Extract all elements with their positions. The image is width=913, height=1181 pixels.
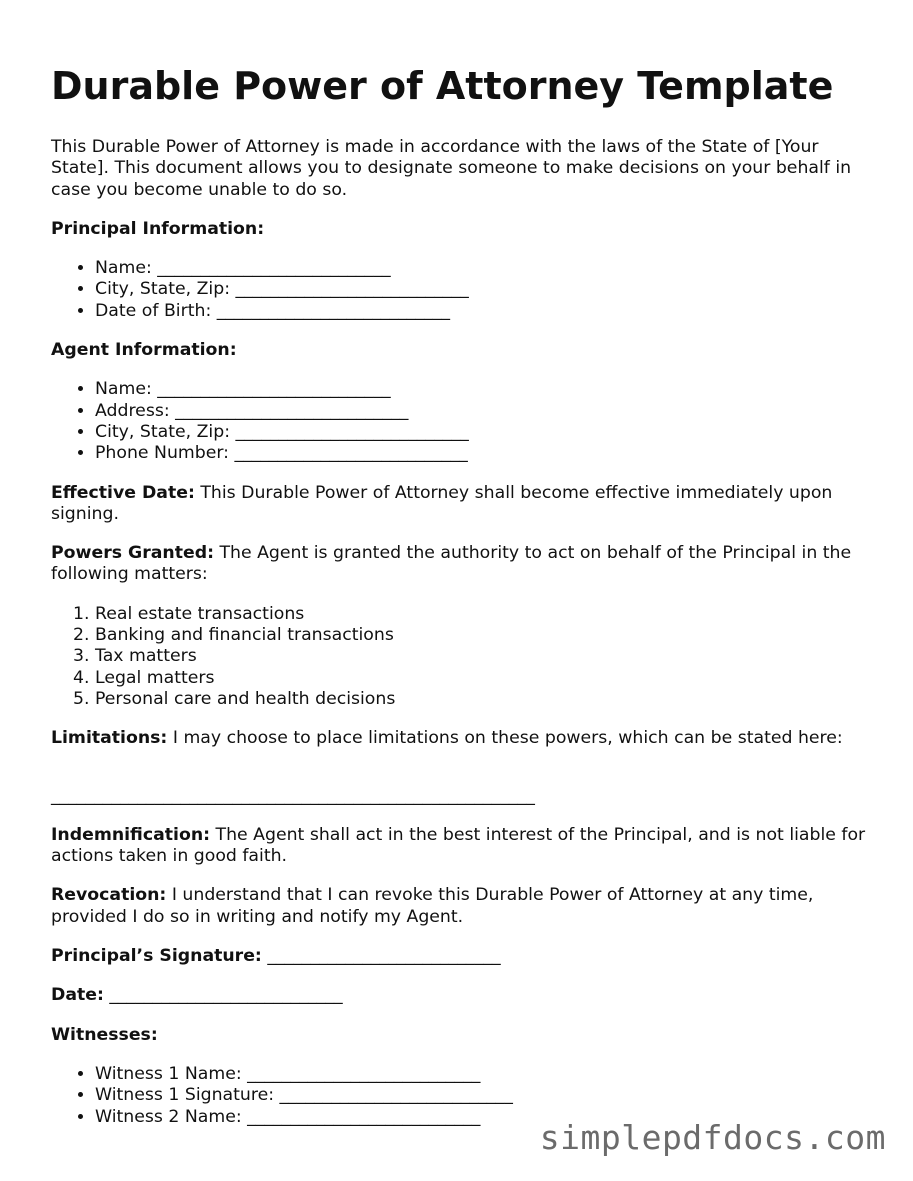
powers-granted-text: The Agent is granted the authority to act on behalf of the Principal in the following matters: (51, 543, 852, 585)
witnesses-heading: Witnesses: (51, 1024, 158, 1045)
power-item-banking: 2. Banking and financial transactions (95, 625, 871, 646)
date-line[interactable]: ___________________________ (103, 985, 343, 1006)
power-item-real-estate: 1. Real estate transactions (95, 604, 871, 625)
witness-2-name-field[interactable]: • Witness 2 Name: ___________________________ (95, 1107, 871, 1128)
limitations-label: Limitations: (51, 728, 168, 749)
indemnification-section (51, 825, 871, 868)
watermark: simplepdfdocs.com (539, 1118, 886, 1157)
agent-phone-number-field[interactable]: • Phone Number: ___________________________ (95, 443, 871, 464)
powers-granted-section (51, 543, 871, 586)
witness-1-signature-field[interactable]: • Witness 1 Signature: ___________________________ (95, 1085, 871, 1106)
agent-heading: Agent Information: (51, 340, 237, 361)
principal-city-state-zip-field[interactable]: • City, State, Zip: ___________________________ (95, 279, 871, 300)
power-item-legal: 4. Legal matters (95, 668, 871, 689)
effective-date-text: This Durable Power of Attorney shall become effective immediately upon signing. (51, 482, 833, 524)
agent-city-state-zip-field[interactable]: • City, State, Zip: ___________________________ (95, 422, 871, 443)
powers-granted-label: Powers Granted: (51, 543, 214, 564)
principal-signature-section (51, 946, 871, 967)
principal-signature-line[interactable]: ___________________________ (261, 946, 501, 967)
agent-address-field[interactable]: • Address: ___________________________ (95, 401, 871, 422)
date-section (51, 985, 871, 1006)
power-item-tax: 3. Tax matters (95, 646, 871, 667)
principal-signature-label: Principal’s Signature: (51, 946, 262, 967)
date-label: Date: (51, 985, 104, 1006)
principal-date-of-birth-field[interactable]: • Date of Birth: ___________________________ (95, 301, 871, 322)
revocation-text: I understand that I can revoke this Durable Power of Attorney at any time, provided I do so in writing and notify my Agent. (51, 885, 814, 927)
principal-heading: Principal Information: (51, 218, 265, 239)
agent-name-field[interactable]: • Name: ___________________________ (95, 379, 871, 400)
witness-1-name-field[interactable]: • Witness 1 Name: ___________________________ (95, 1064, 871, 1085)
indemnification-label: Indemnification: (51, 824, 211, 845)
indemnification-text: The Agent shall act in the best interest of the Principal, and is not liable for actions taken in good faith. (51, 824, 866, 867)
intro-paragraph: This Durable Power of Attorney is made in accordance with the laws of the State of [Your State]. This document allows you to designate someone to make decisions on your behalf in case you become unable to do so. (51, 137, 852, 200)
revocation-section (51, 885, 871, 928)
effective-date-label: Effective Date: (51, 482, 195, 503)
powers-list (51, 604, 871, 710)
limitations-blank-line[interactable]: ________________________________________________________ (51, 785, 535, 806)
revocation-label: Revocation: (51, 885, 167, 906)
limitations-text: I may choose to place limitations on these powers, which can be stated here: (167, 728, 843, 749)
principal-name-field[interactable]: • Name: ___________________________ (95, 258, 871, 279)
agent-fields (51, 379, 871, 464)
document-title: Durable Power of Attorney Template (51, 64, 834, 108)
document-page (51, 62, 871, 1146)
effective-date-section (51, 483, 871, 526)
principal-fields (51, 258, 871, 322)
power-item-personal-care: 5. Personal care and health decisions (95, 689, 871, 710)
limitations-section (51, 728, 871, 749)
